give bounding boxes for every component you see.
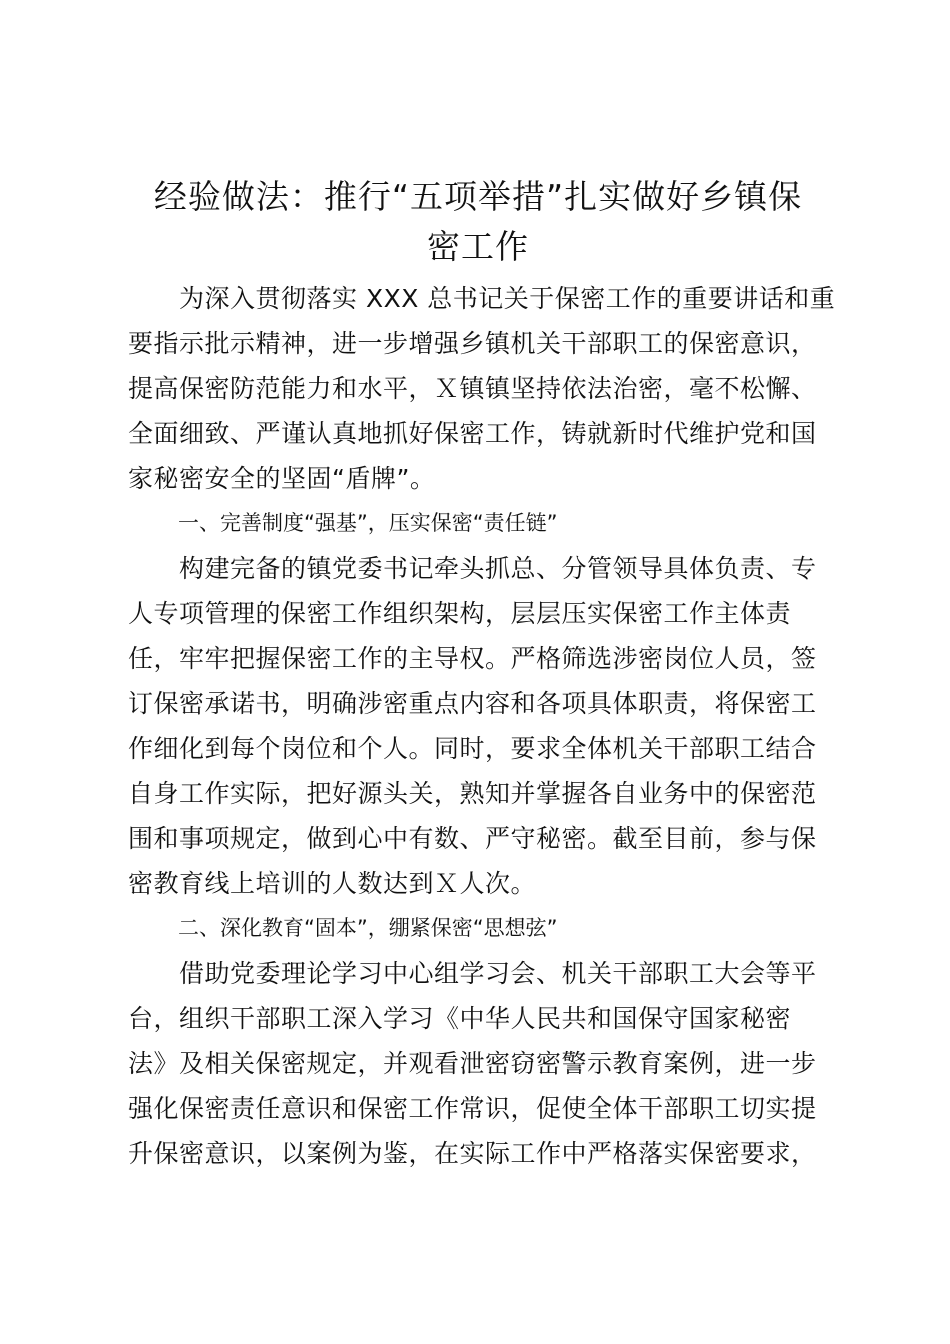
section-heading-1: 一、完善制度“强基”，压实保密“责任链”: [178, 511, 558, 535]
text-line: 台，组织干部职工深入学习《中华人民共和国保守国家秘密: [128, 1004, 792, 1033]
document-body: [128, 276, 836, 1176]
text-line: 订保密承诺书，明确涉密重点内容和各项具体职责，将保密工: [128, 689, 817, 718]
text-line: 自身工作实际，把好源头关，熟知并掌握各自业务中的保密范: [128, 779, 817, 808]
intro-paragraph: [128, 276, 836, 501]
text-line: 为深入贯彻落实 XXX 总书记关于保密工作的重要讲话和重: [128, 284, 836, 313]
text-line: 任，牢牢把握保密工作的主导权。严格筛选涉密岗位人员，签: [128, 644, 817, 673]
title-line: 密工作: [427, 227, 529, 266]
text-line: 全面细致、严谨认真地抓好保密工作，铸就新时代维护党和国: [128, 419, 817, 448]
section-1-paragraph: [128, 546, 828, 906]
section-2-paragraph: [128, 951, 828, 1176]
document-title: [128, 172, 828, 272]
text-line: 要指示批示精神，进一步增强乡镇机关干部职工的保密意识，: [128, 329, 817, 358]
text-line: 家秘密安全的坚固“盾牌”。: [128, 464, 436, 493]
text-line: 强化保密责任意识和保密工作常识，促使全体干部职工切实提: [128, 1094, 817, 1123]
text-line: 作细化到每个岗位和个人。同时，要求全体机关干部职工结合: [128, 734, 817, 763]
text-line: 围和事项规定，做到心中有数、严守秘密。截至目前，参与保: [128, 824, 817, 853]
text-line: 提高保密防范能力和水平，Ｘ镇镇坚持依法治密，毫不松懈、: [128, 374, 817, 403]
section-heading-2: 二、深化教育“固本”，绷紧保密“思想弦”: [178, 916, 558, 940]
text-line: 构建完备的镇党委书记牵头抓总、分管领导具体负责、专: [128, 554, 817, 583]
text-line: 密教育线上培训的人数达到Ｘ人次。: [128, 869, 537, 898]
text-line: 升保密意识，以案例为鉴，在实际工作中严格落实保密要求，: [128, 1139, 817, 1168]
document-content: [128, 172, 836, 1176]
title-line: 经验做法：推行“五项举措”扎实做好乡镇保: [153, 177, 803, 216]
text-line: 借助党委理论学习中心组学习会、机关干部职工大会等平: [128, 959, 817, 988]
text-line: 法》及相关保密规定，并观看泄密窃密警示教育案例，进一步: [128, 1049, 817, 1078]
text-line: 人专项管理的保密工作组织架构，层层压实保密工作主体责: [128, 599, 792, 628]
